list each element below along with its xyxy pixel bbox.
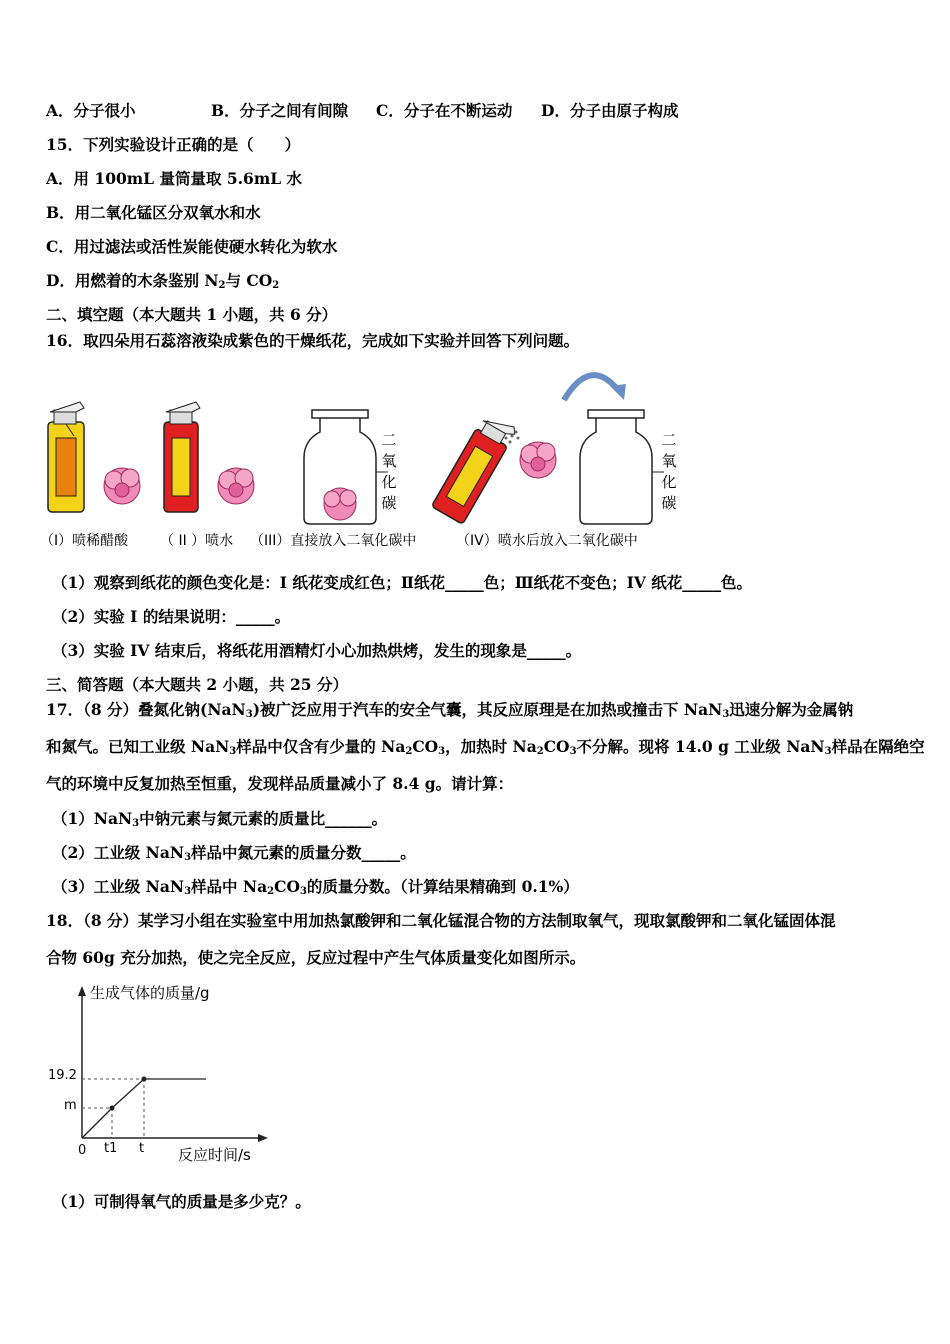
q17-part-1: （1）NaN$_3$中钠元素与氮元素的质量比______。 [52, 809, 388, 829]
experiment-figure [40, 362, 700, 552]
section2-heading: 二、填空题（本大题共 1 小题，共 6 分） [46, 305, 338, 324]
caption-3: （III）直接放入二氧化碳中 [250, 533, 417, 549]
jar-4-label: 二 氧 化 碳 [661, 431, 677, 512]
q15-stem: 15．下列实验设计正确的是（ ） [46, 135, 301, 154]
jar-3-icon [304, 410, 388, 524]
y-axis-arrow-icon [78, 986, 86, 996]
y-tick-19-2: 19.2 [48, 1068, 77, 1083]
q18-line-1: 18．（8 分）某学习小组在实验室中用加热氯酸钾和二氧化锰混合物的方法制取氧气，现取氯酸钾和二氧化锰固体混 [46, 911, 836, 930]
q17-line-3: 气的环境中反复加热至恒重，发现样品质量减小了 8.4 g。请计算： [46, 774, 514, 793]
q16-stem: 16．取四朵用石蕊溶液染成紫色的干燥纸花，完成如下实验并回答下列问题。 [46, 331, 580, 350]
q17-line-1: 17．（8 分）叠氮化钠(NaN$_3$)被广泛应用于汽车的安全气囊，其反应原理是在加热或撞击下 NaN$_3$迅速分解为金属钠 [46, 700, 854, 720]
q14-option-d: D．分子由原子构成 [541, 101, 679, 120]
q18-part-1: （1）可制得氧气的质量是多少克？。 [52, 1192, 311, 1211]
spray-bottle-iv-icon [431, 411, 517, 524]
spray-bottle-vinegar-icon [48, 402, 84, 512]
q15-option-b: B．用二氧化锰区分双氧水和水 [46, 203, 261, 222]
x-axis-label: 反应时间/s [178, 1146, 251, 1164]
q15-option-d: D．用燃着的木条鉴别 $N_2$与 $CO_2$ [46, 271, 280, 291]
section3-heading: 三、简答题（本大题共 2 小题，共 25 分） [46, 675, 348, 694]
caption-1: （I）喷稀醋酸 [40, 533, 129, 549]
q14-option-c: C．分子在不断运动 [376, 101, 513, 120]
caption-4: （IV）喷水后放入二氧化碳中 [456, 533, 638, 549]
q15-option-a: A．用 100mL 量筒量取 5.6mL 水 [46, 169, 303, 188]
x-tick-t: t [139, 1141, 145, 1156]
q16-part-3: （3）实验 IV 结束后，将纸花用酒精灯小心加热烘烤，发生的现象是_____。 [52, 641, 582, 660]
x-axis-arrow-icon [258, 1134, 268, 1142]
spray-bottle-water-icon [164, 402, 200, 512]
y-tick-m: m [64, 1098, 77, 1113]
origin-label: 0 [78, 1143, 87, 1158]
experiment-illustration [40, 362, 700, 532]
x-tick-t1: t1 [104, 1141, 118, 1156]
flower-4-icon [520, 442, 556, 478]
flower-2-icon [218, 468, 254, 504]
q17-part-3: （3）工业级 NaN$_3$样品中 $Na_2CO_3$的质量分数。（计算结果精确到 0.1%） [52, 877, 579, 897]
point-t1 [110, 1106, 115, 1111]
jar-4-icon [580, 410, 664, 524]
gas-mass-chart [40, 980, 280, 1170]
flower-1-icon [104, 468, 140, 504]
q15-option-c: C．用过滤法或活性炭能使硬水转化为软水 [46, 237, 338, 256]
q14-option-b: B．分子之间有间隙 [211, 101, 349, 120]
q16-part-1: （1）观察到纸花的颜色变化是：I 纸花变成红色；Ⅱ纸花_____色；Ⅲ纸花不变色；IV 纸花_____色。 [52, 573, 753, 592]
q18-line-2: 合物 60g 充分加热，使之完全反应，反应过程中产生气体质量变化如图所示。 [46, 948, 586, 967]
curved-arrow-icon [564, 375, 626, 400]
point-t [142, 1077, 147, 1082]
jar-3-label: 二 氧 化 碳 [381, 431, 397, 512]
y-axis-label: 生成气体的质量/g [90, 984, 210, 1002]
caption-2: （ II ）喷水 [160, 533, 234, 549]
q16-part-2: （2）实验 I 的结果说明：_____。 [52, 607, 291, 626]
q17-line-2: 和氮气。已知工业级 NaN$_3$样品中仅含有少量的 $Na_2CO_3$，加热时 $Na_2CO_3$不分解。现将 14.0 g 工业级 NaN$_3$样品在隔绝空 [46, 737, 925, 757]
q14-options [46, 101, 678, 121]
q17-part-2: （2）工业级 NaN$_3$样品中氮元素的质量分数_____。 [52, 843, 416, 863]
q14-option-a: A．分子很小 [46, 101, 136, 120]
